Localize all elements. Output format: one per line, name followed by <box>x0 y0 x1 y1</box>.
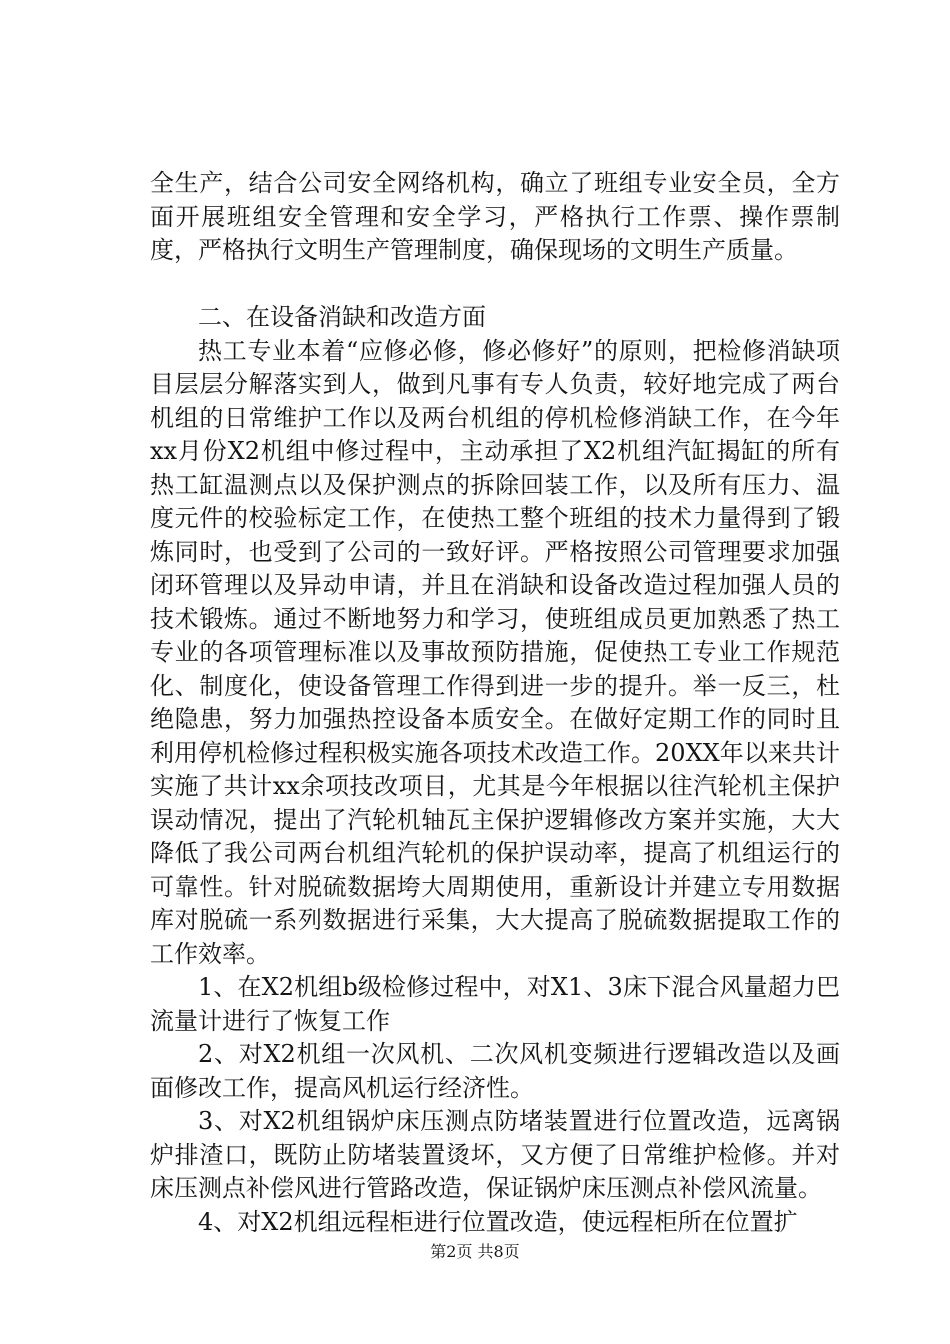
page-footer: 第2页 共8页 <box>430 1242 520 1261</box>
list-item-4: 4、对X2机组远程柜进行位置改造，使远程柜所在位置扩 <box>198 1207 798 1236</box>
section-heading-equipment: 二、在设备消缺和改造方面 <box>198 303 486 331</box>
list-item-3: 3、对X2机组锅炉床压测点防堵装置进行位置改造，远离锅炉排渣口，既防止防堵装置烫坏，又方便了日常维护检修。并对床压测点补偿风进行管路改造，保证锅炉床压测点补偿风流量。 <box>150 1107 840 1202</box>
paragraph-spacer <box>150 268 840 302</box>
list-item-2: 2、对X2机组一次风机、二次风机变频进行逻辑改造以及画面修改工作，提高风机运行经济性。 <box>150 1040 840 1102</box>
list-item-1: 1、在X2机组b级检修过程中，对X1、3床下混合风量超力巴流量计进行了恢复工作 <box>150 973 840 1035</box>
paragraph-equipment-maintenance: 热工专业本着“应修必修，修必修好”的原则，把检修消缺项目层层分解落实到人，做到凡事有专人负责，较好地完成了两台机组的日常维护工作以及两台机组的停机检修消缺工作，在今年xx月份X2机组中修过程中，主动承担了X2机组汽缸揭缸的所有热工缸温测点以及保护测点的拆除回装工作，以及所有压力、温度元件的校验标定工作，在使热工整个班组的技术力量得到了锻炼同时，也受到了公司的一致好评。严格按照公司管理要求加强闭环管理以及异动申请，并且在消缺和设备改造过程加强人员的技术锻炼。通过不断地努力和学习，使班组成员更加熟悉了热工专业的各项管理标准以及事故预防措施，促使热工专业工作规范化、制度化，使设备管理工作得到进一步的提升。举一反三，杜绝隐患，努力加强热控设备本质安全。在做好定期工作的同时且利用停机检修过程积极实施各项技术改造工作。20XX年以来共计实施了共计xx余项技改项目，尤其是今年根据以往汽轮机主保护误动情况，提出了汽轮机轴瓦主保护逻辑修改方案并实施，大大降低了我公司两台机组汽轮机的保护误动率，提高了机组运行的可靠性。针对脱硫数据垮大周期使用，重新设计并建立专用数据库对脱硫一系列数据进行采集，大大提高了脱硫数据提取工作的工作效率。 <box>150 336 840 968</box>
document-body <box>150 167 840 1239</box>
paragraph-safety-continuation: 全生产，结合公司安全网络机构，确立了班组专业安全员，全方面开展班组安全管理和安全学习，严格执行工作票、操作票制度，严格执行文明生产管理制度，确保现场的文明生产质量。 <box>150 169 840 264</box>
